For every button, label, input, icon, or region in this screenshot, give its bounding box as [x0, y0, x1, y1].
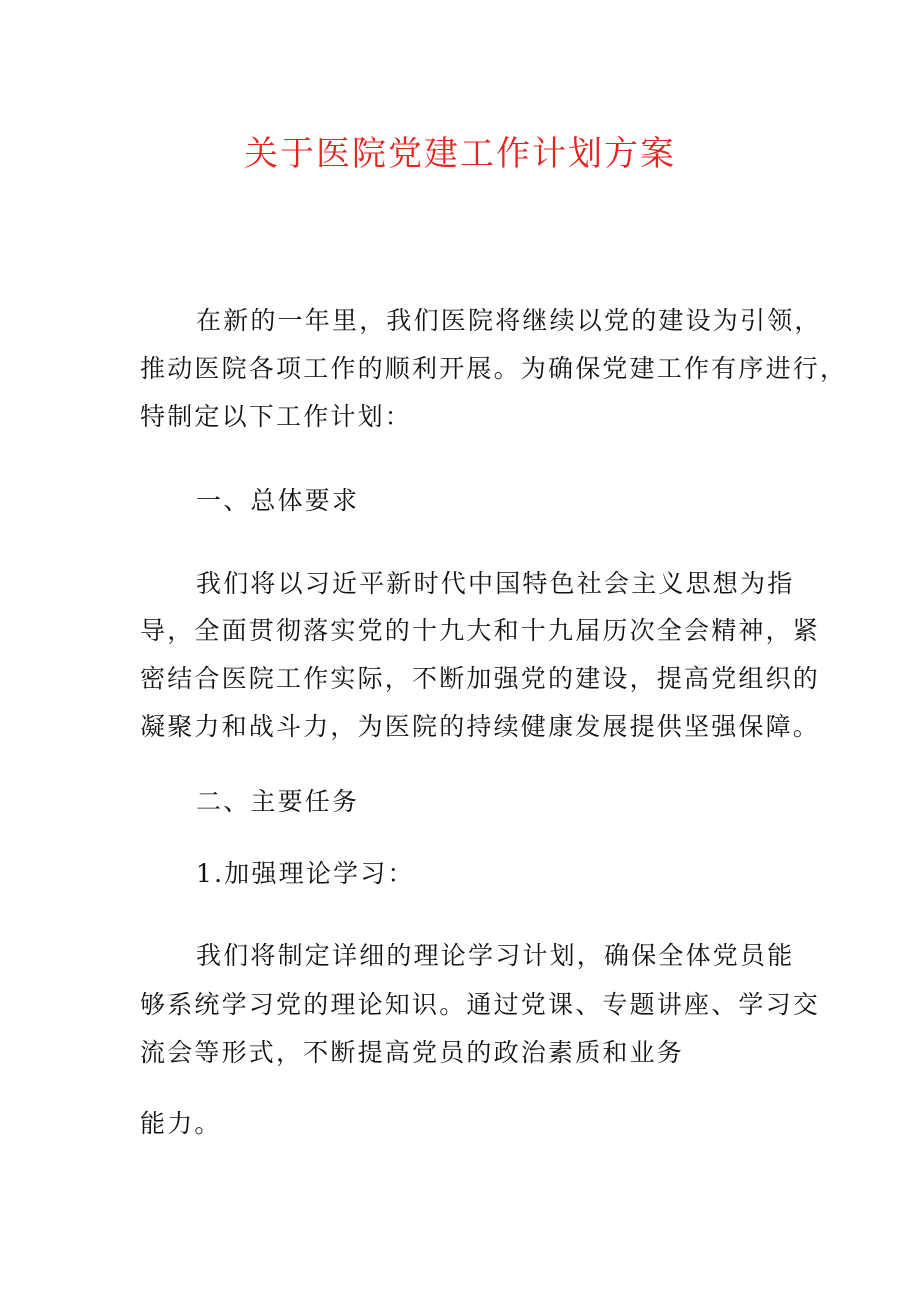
- intro-line-2: 推动医院各项工作的顺利开展。为确保党建工作有序进行，: [140, 354, 848, 383]
- item-1-line-1: 我们将制定详细的理论学习计划，确保全体党员能: [196, 941, 795, 970]
- section-1-line-2: 导，全面贯彻落实党的十九大和十九届历次全会精神，紧: [140, 616, 821, 645]
- section-1-line-1: 我们将以习近平新时代中国特色社会主义思想为指: [196, 569, 795, 598]
- item-1-line-4: 能力。: [140, 1109, 222, 1138]
- section-1-line-4: 凝聚力和战斗力，为医院的持续健康发展提供坚强保障。: [140, 712, 821, 741]
- intro-line-3: 特制定以下工作计划：: [140, 402, 413, 431]
- section-2-heading: 二、主要任务: [196, 787, 360, 816]
- section-1-line-3: 密结合医院工作实际，不断加强党的建设，提高党组织的: [140, 664, 821, 693]
- item-1-heading: 1.加强理论学习：: [196, 859, 415, 888]
- intro-line-1: 在新的一年里，我们医院将继续以党的建设为引领，: [196, 306, 822, 335]
- item-1-line-3: 流会等形式，不断提高党员的政治素质和业务: [140, 1038, 685, 1067]
- section-1-heading: 一、总体要求: [196, 486, 360, 515]
- document-title: 关于医院党建工作计划方案: [244, 134, 676, 174]
- item-1-line-2: 够系统学习党的理论知识。通过党课、专题讲座、学习交: [140, 990, 821, 1019]
